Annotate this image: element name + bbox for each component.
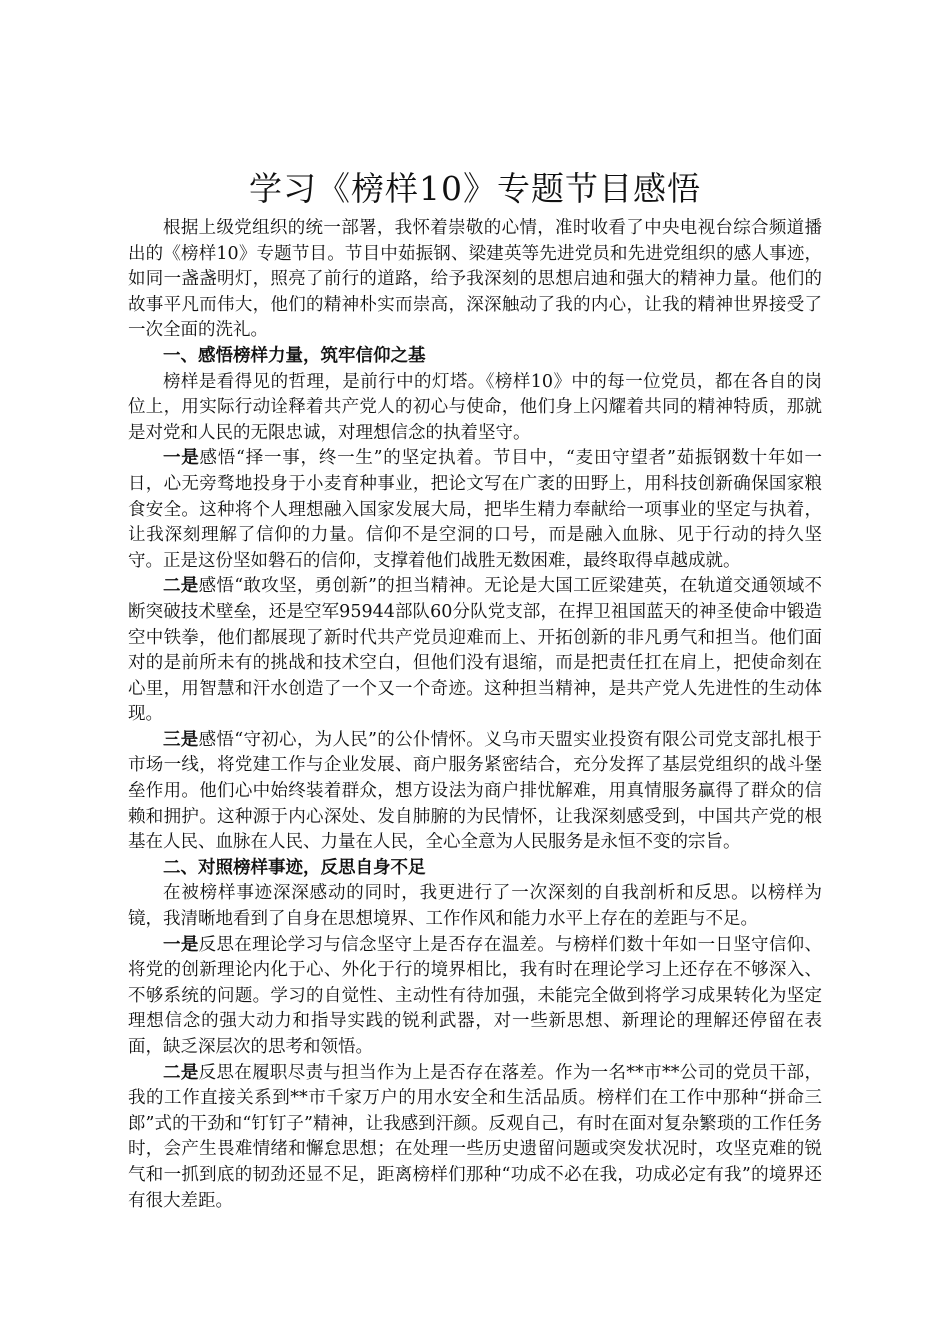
document-page bbox=[128, 166, 822, 1214]
section-heading-1: 一、感悟榜样力量，筑牢信仰之基 bbox=[163, 345, 426, 366]
paragraph-text: 反思在履职尽责与担当作为上是否存在落差。作为一名**市**公司的党员干部，我的工作直接关系到**市千家万户的用水安全和生活品质。榜样们在工作中那种“拼命三郎”式的干劲和“钉钉子”精神，让我感到汗颜。反观自己，有时在面对复杂繁琐的工作任务时，会产生畏难情绪和懈怠思想；在处理一些历史遗留问题或突发状况时，攻坚克难的锐气和一抓到底的韧劲还显不足，距离榜样们那种“功成不必在我，功成必定有我”的境界还有很大差距。 bbox=[128, 1062, 822, 1211]
paragraph-text: 反思在理论学习与信念坚守上是否存在温差。与榜样们数十年如一日坚守信仰、将党的创新理论内化于心、外化于行的境界相比，我有时在理论学习上还存在不够深入、不够系统的问题。学习的自觉性、主动性有待加强，未能完全做到将学习成果转化为坚定理想信念的强大动力和指导实践的锐利武器，对一些新思想、新理论的理解还停留在表面，缺乏深层次的思考和领悟。 bbox=[128, 934, 822, 1057]
section1-paragraph-1 bbox=[128, 446, 822, 574]
section1-paragraph-3 bbox=[128, 728, 822, 856]
paragraph-lead: 一是 bbox=[163, 448, 200, 469]
section2-paragraph-2 bbox=[128, 1061, 822, 1215]
section-heading-2: 二、对照榜样事迹，反思自身不足 bbox=[163, 857, 426, 878]
paragraph-text: 感悟“守初心，为人民”的公仆情怀。义乌市天盟实业投资有限公司党支部扎根于市场一线，将党建工作与企业发展、商户服务紧密结合，充分发挥了基层党组织的战斗堡垒作用。他们心中始终装着群众，想方设法为商户排忧解难，用真情服务赢得了群众的信赖和拥护。这种源于内心深处、发自肺腑的为民情怀，让我深刻感受到，中国共产党的根基在人民、血脉在人民、力量在人民，全心全意为人民服务是永恒不变的宗旨。 bbox=[128, 729, 823, 853]
paragraph-text: 感悟“敢攻坚，勇创新”的担当精神。无论是大国工匠梁建英，在轨道交通领域不断突破技术壁垒，还是空军95944部队60分队党支部，在捍卫祖国蓝天的神圣使命中锻造空中铁拳，他们都展现了新时代共产党员迎难而上、开拓创新的非凡勇气和担当。他们面对的是前所未有的挑战和技术空白，但他们没有退缩，而是把责任扛在肩上，把使命刻在心里，用智慧和汗水创造了一个又一个奇迹。这种担当精神，是共产党人先进性的生动体现。 bbox=[128, 576, 823, 725]
intro-paragraph: 根据上级党组织的统一部署，我怀着崇敬的心情，准时收看了中央电视台综合频道播出的《榜样10》专题节目。节目中茹振钢、梁建英等先进党员和先进党组织的感人事迹，如同一盏盏明灯，照亮了前行的道路，给予我深刻的思想启迪和强大的精神力量。他们的故事平凡而伟大，他们的精神朴实而崇高，深深触动了我的内心，让我的精神世界接受了一次全面的洗礼。 bbox=[128, 218, 822, 341]
paragraph-lead: 一是 bbox=[163, 934, 199, 955]
section1-intro-paragraph: 榜样是看得见的哲理，是前行中的灯塔。《榜样10》中的每一位党员，都在各自的岗位上，用实际行动诠释着共产党人的初心与使命，他们身上闪耀着共同的精神特质，那就是对党和人民的无限忠诚，对理想信念的执着坚守。 bbox=[128, 371, 822, 443]
paragraph-lead: 二是 bbox=[163, 1062, 199, 1083]
document-title: 学习《榜样10》专题节目感悟 bbox=[249, 169, 701, 208]
section2-paragraph-1 bbox=[128, 933, 822, 1061]
paragraph-lead: 二是 bbox=[163, 576, 199, 597]
section2-intro-paragraph: 在被榜样事迹深深感动的同时，我更进行了一次深刻的自我剖析和反思。以榜样为镜，我清晰地看到了自身在思想境界、工作作风和能力水平上存在的差距与不足。 bbox=[128, 883, 822, 930]
paragraph-lead: 三是 bbox=[163, 729, 199, 750]
paragraph-text: 感悟“择一事，终一生”的坚定执着。节目中，“麦田守望者”茹振钢数十年如一日，心无旁骛地投身于小麦育种事业，把论文写在广袤的田野上，用科技创新确保国家粮食安全。这种将个人理想融入国家发展大局，把毕生精力奉献给一项事业的坚定与执着，让我深刻理解了信仰的力量。信仰不是空洞的口号，而是融入血脉、见于行动的持久坚守。正是这份坚如磐石的信仰，支撑着他们战胜无数困难，最终取得卓越成就。 bbox=[128, 448, 822, 571]
section1-paragraph-2 bbox=[128, 574, 822, 728]
